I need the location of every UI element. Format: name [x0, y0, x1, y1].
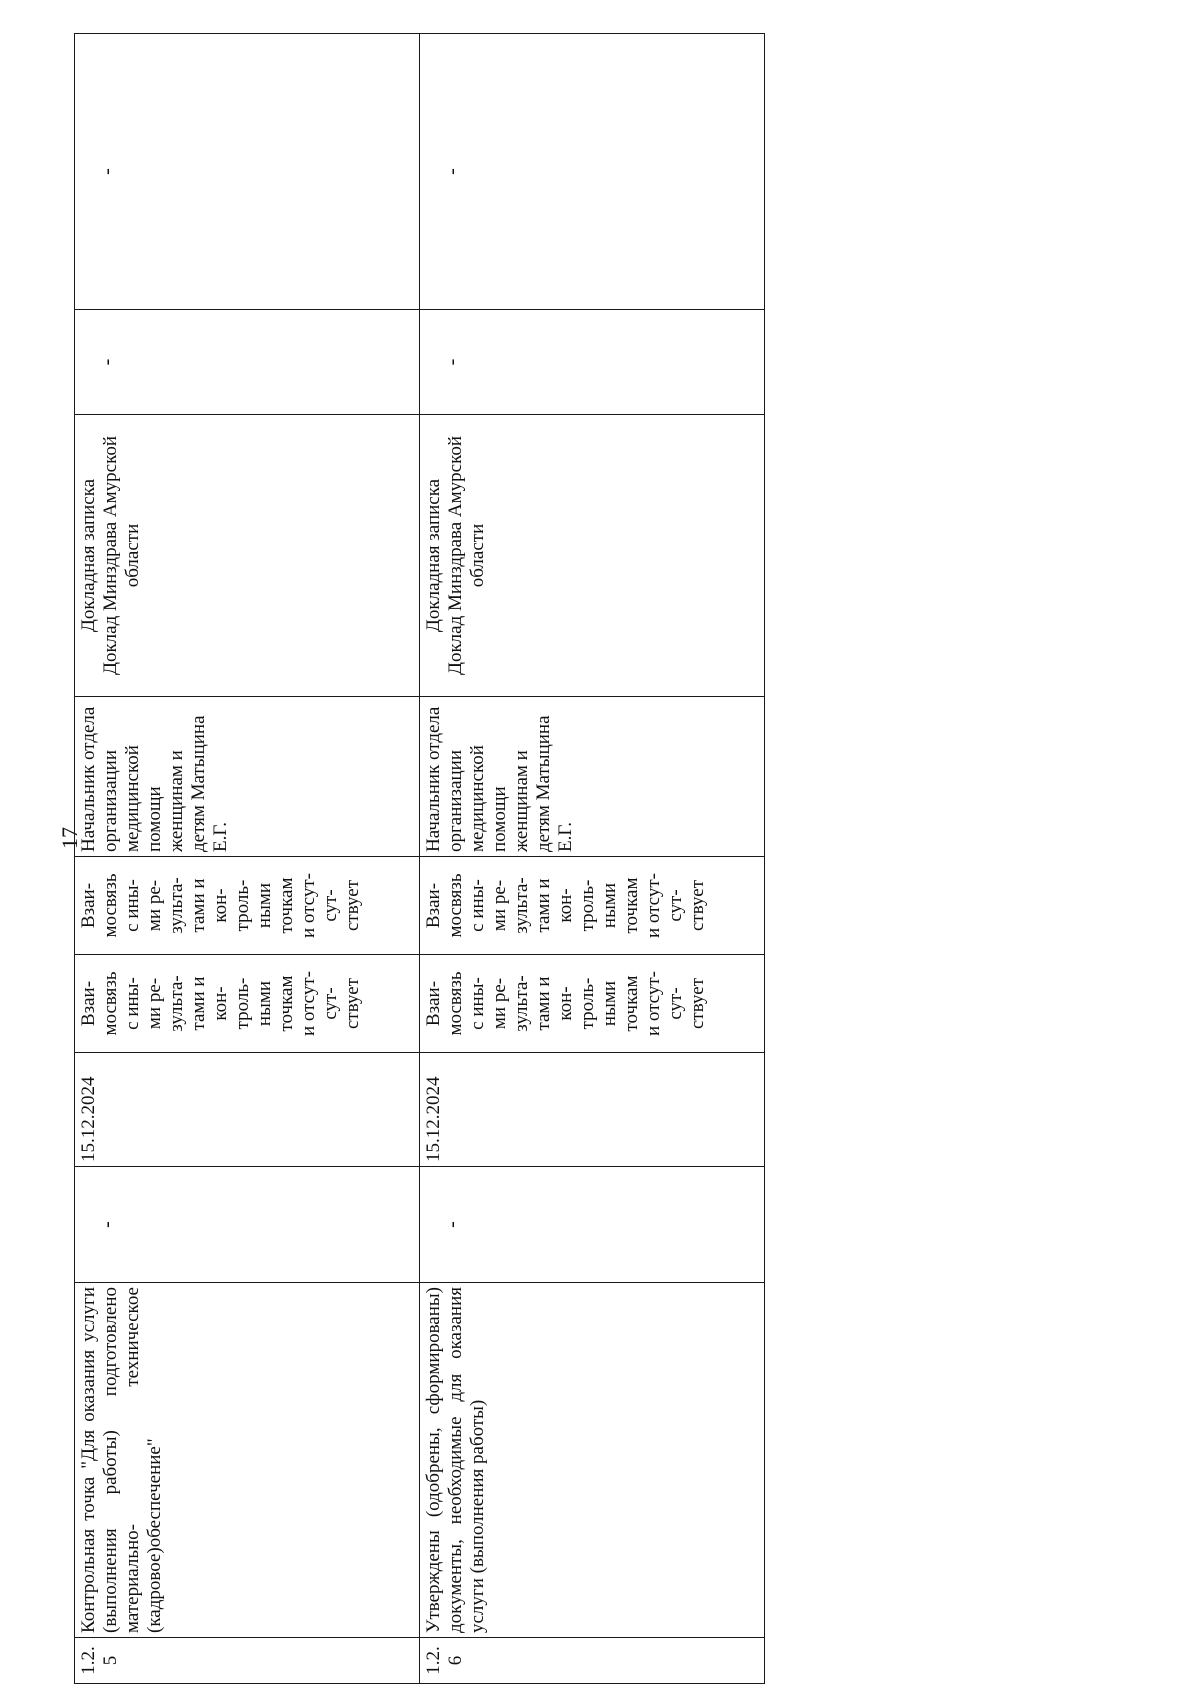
due-date: 15.12.2024 [75, 1053, 420, 1167]
responsible-person: Начальник отдела организации медицинской помощи женщинам и детям Матыцина Е.Г. [75, 697, 420, 857]
empty-cell: - [420, 1167, 765, 1283]
due-date: 15.12.2024 [420, 1053, 765, 1167]
document-type: Докладная записка Доклад Минздрава Амурской области [420, 415, 765, 697]
empty-cell: - [75, 34, 420, 310]
relation-cell: Взаи- мосвязь с ины- ми ре- зульта- тами и кон- троль- ными точкам и отсут- сут- ствует [75, 955, 420, 1053]
item-number: 1.2.6 [420, 1638, 765, 1684]
control-points-table [74, 33, 765, 1684]
item-number: 1.2.5 [75, 1638, 420, 1684]
document-type: Докладная записка Доклад Минздрава Амурской области [75, 415, 420, 697]
page-number: 17 [57, 827, 82, 849]
relation-cell: Взаи- мосвязь с ины- ми ре- зульта- тами и кон- троль- ными точкам и отсут- сут- ствует [420, 857, 765, 955]
empty-cell: - [420, 310, 765, 415]
empty-cell: - [75, 310, 420, 415]
item-name: Утверждены (одобрены, сформированы) документы, необходимые для оказания услуги (выполнения работы) [420, 1283, 765, 1638]
relation-cell: Взаи- мосвязь с ины- ми ре- зульта- тами и кон- троль- ными точкам и отсут- сут- ствует [75, 857, 420, 955]
empty-cell: - [420, 34, 765, 310]
relation-cell: Взаи- мосвязь с ины- ми ре- зульта- тами и кон- троль- ными точкам и отсут- сут- ствует [420, 955, 765, 1053]
responsible-person: Начальник отдела организации медицинской помощи женщинам и детям Матыцина Е.Г. [420, 697, 765, 857]
empty-cell: - [75, 1167, 420, 1283]
rotated-page [74, 34, 774, 1684]
table-row [75, 34, 420, 1684]
item-name: Контрольная точка "Для оказания услуги (выполнения работы) подготовлено материально- техническое (кадровое)обеспечение" [75, 1283, 420, 1638]
table-row [420, 34, 765, 1684]
